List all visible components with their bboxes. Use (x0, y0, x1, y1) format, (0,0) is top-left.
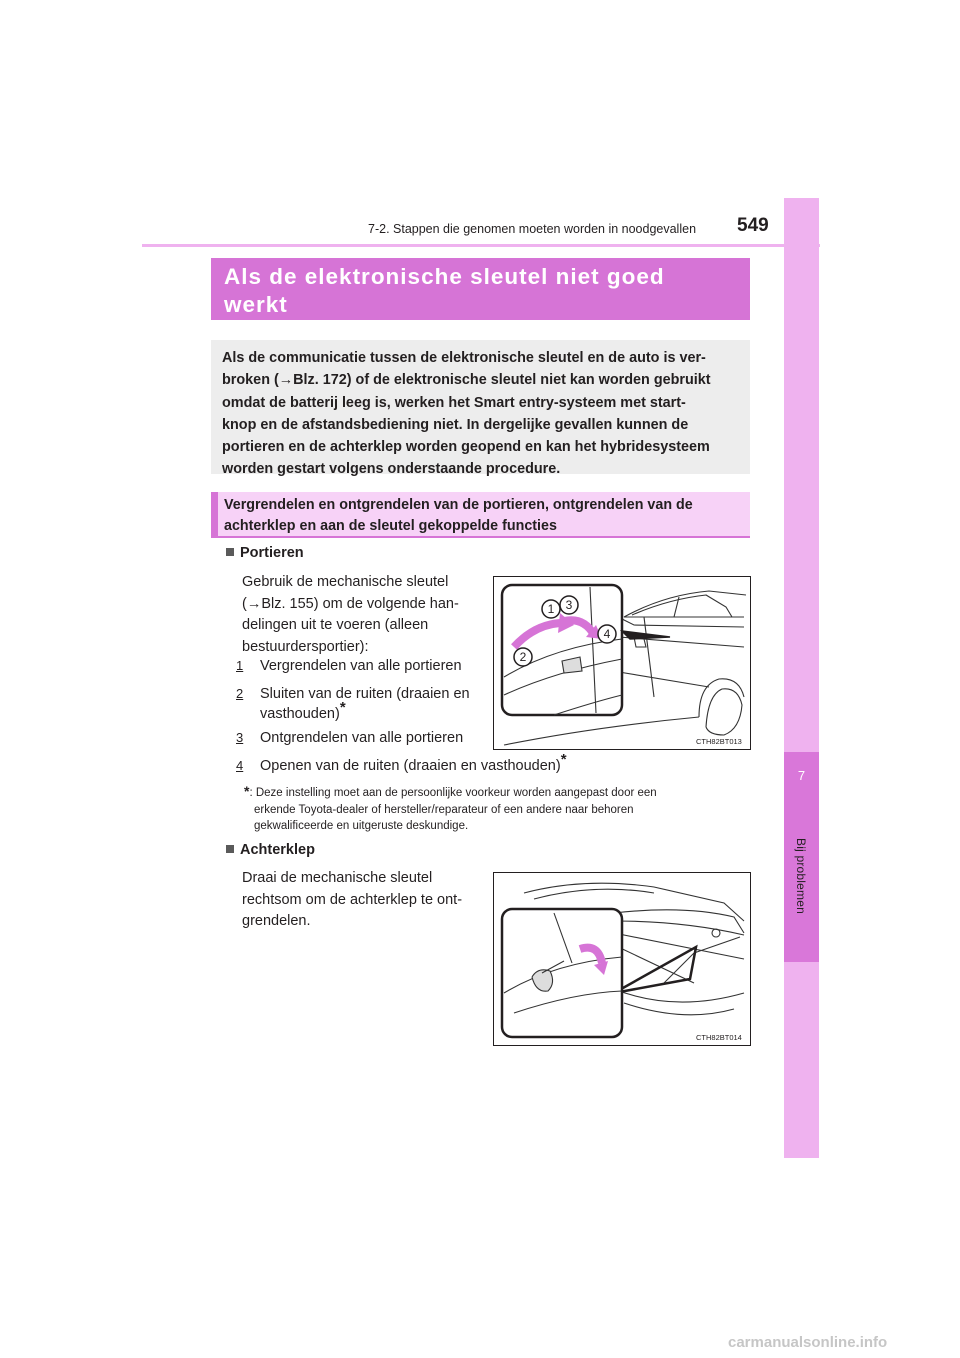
achterklep-line: grendelen. (242, 913, 311, 929)
portieren-heading-text: Portieren (240, 545, 304, 561)
figure-code: CTH82BT014 (696, 1033, 742, 1042)
main-heading-line: Als de elektronische sleutel niet goed (224, 264, 665, 289)
intro-line: portieren en de achterklep worden geopend en kan het hybridesysteem (222, 439, 710, 456)
door-key-illustration (494, 577, 750, 749)
intro-text (222, 347, 740, 481)
svg-text:2: 2 (519, 650, 527, 664)
portieren-line: delingen uit te voeren (alleen (242, 617, 429, 633)
intro-line: broken (→Blz. 172) of de elektronische sleutel niet kan worden gebruikt (222, 372, 711, 389)
footnote-text: : Deze instelling moet aan de persoonlijke voorkeur worden aangepast door een (249, 787, 657, 799)
achterklep-line: rechtsom om de achterklep te ont- (242, 891, 463, 908)
list-item (236, 684, 470, 724)
sub-heading (224, 495, 742, 537)
door-key-figure (493, 576, 751, 750)
item-text: Vergrendelen van alle portieren (260, 658, 462, 674)
intro-line: omdat de batterij leeg is, werken het Smart entry-systeem met start- (222, 394, 686, 411)
sub-heading-line: Vergrendelen en ontgrendelen van de portieren, ontgrendelen van de (224, 497, 693, 513)
footnote-line (244, 783, 744, 802)
svg-text:1: 1 (547, 602, 555, 616)
footnote-star: * (339, 699, 346, 717)
footnote-line: erkende Toyota-dealer of hersteller/reparateur of een andere naar behoren (254, 803, 634, 816)
main-heading (224, 263, 734, 319)
item-number: 1 (236, 658, 244, 673)
sub-heading-line: achterklep en aan de sleutel gekoppelde functies (224, 518, 557, 534)
list-item (236, 751, 567, 776)
tailgate-key-illustration (494, 873, 750, 1045)
item-text: vasthouden) (260, 706, 340, 722)
footnote-star: * (560, 751, 567, 769)
footnote-line: gekwalificeerde en uitgeruste deskundige. (254, 820, 469, 832)
item-text-block (260, 684, 470, 724)
achterklep-heading-text: Achterklep (240, 842, 315, 858)
page-number: 549 (737, 215, 769, 236)
achterklep-text (242, 868, 478, 933)
main-heading-line: werkt (224, 292, 288, 317)
item-number: 3 (236, 730, 244, 745)
list-item (236, 728, 463, 748)
chapter-number: 7 (797, 768, 806, 783)
achterklep-heading (226, 842, 315, 858)
bullet-square-icon (226, 548, 234, 556)
portieren-line: (→Blz. 155) om de volgende han- (242, 595, 459, 612)
item-text-block (260, 751, 567, 776)
item-number: 2 (236, 686, 244, 701)
watermark: carmanualsonline.info (728, 1334, 888, 1351)
item-number: 4 (236, 758, 244, 773)
footnote-mark: * (244, 783, 250, 799)
footnote (244, 783, 744, 835)
bullet-square-icon (226, 845, 234, 853)
item-text: Openen van de ruiten (draaien en vasthouden) (260, 758, 561, 774)
figure-code: CTH82BT013 (696, 737, 742, 746)
header-divider (142, 244, 820, 247)
item-text: Sluiten van de ruiten (draaien en (260, 686, 470, 702)
intro-line: worden gestart volgens onderstaande procedure. (222, 461, 561, 478)
achterklep-line: Draai de mechanische sleutel (242, 870, 433, 886)
list-item (236, 656, 462, 676)
intro-line: Als de communicatie tussen de elektronische sleutel en de auto is ver- (222, 350, 706, 366)
side-tab (784, 198, 819, 1158)
item-text: Ontgrendelen van alle portieren (260, 730, 464, 746)
chapter-name: Bij problemen (794, 838, 808, 914)
portieren-heading (226, 545, 304, 561)
svg-text:4: 4 (603, 627, 611, 641)
sub-heading-accent (211, 492, 218, 536)
section-title: 7-2. Stappen die genomen moeten worden in noodgevallen (368, 222, 697, 236)
tailgate-key-figure (493, 872, 751, 1046)
portieren-line: bestuurdersportier): (242, 638, 369, 655)
svg-text:3: 3 (565, 598, 573, 612)
intro-line: knop en de afstandsbediening niet. In dergelijke gevallen kunnen de (222, 416, 689, 433)
portieren-text (242, 572, 478, 658)
portieren-line: Gebruik de mechanische sleutel (242, 574, 449, 590)
